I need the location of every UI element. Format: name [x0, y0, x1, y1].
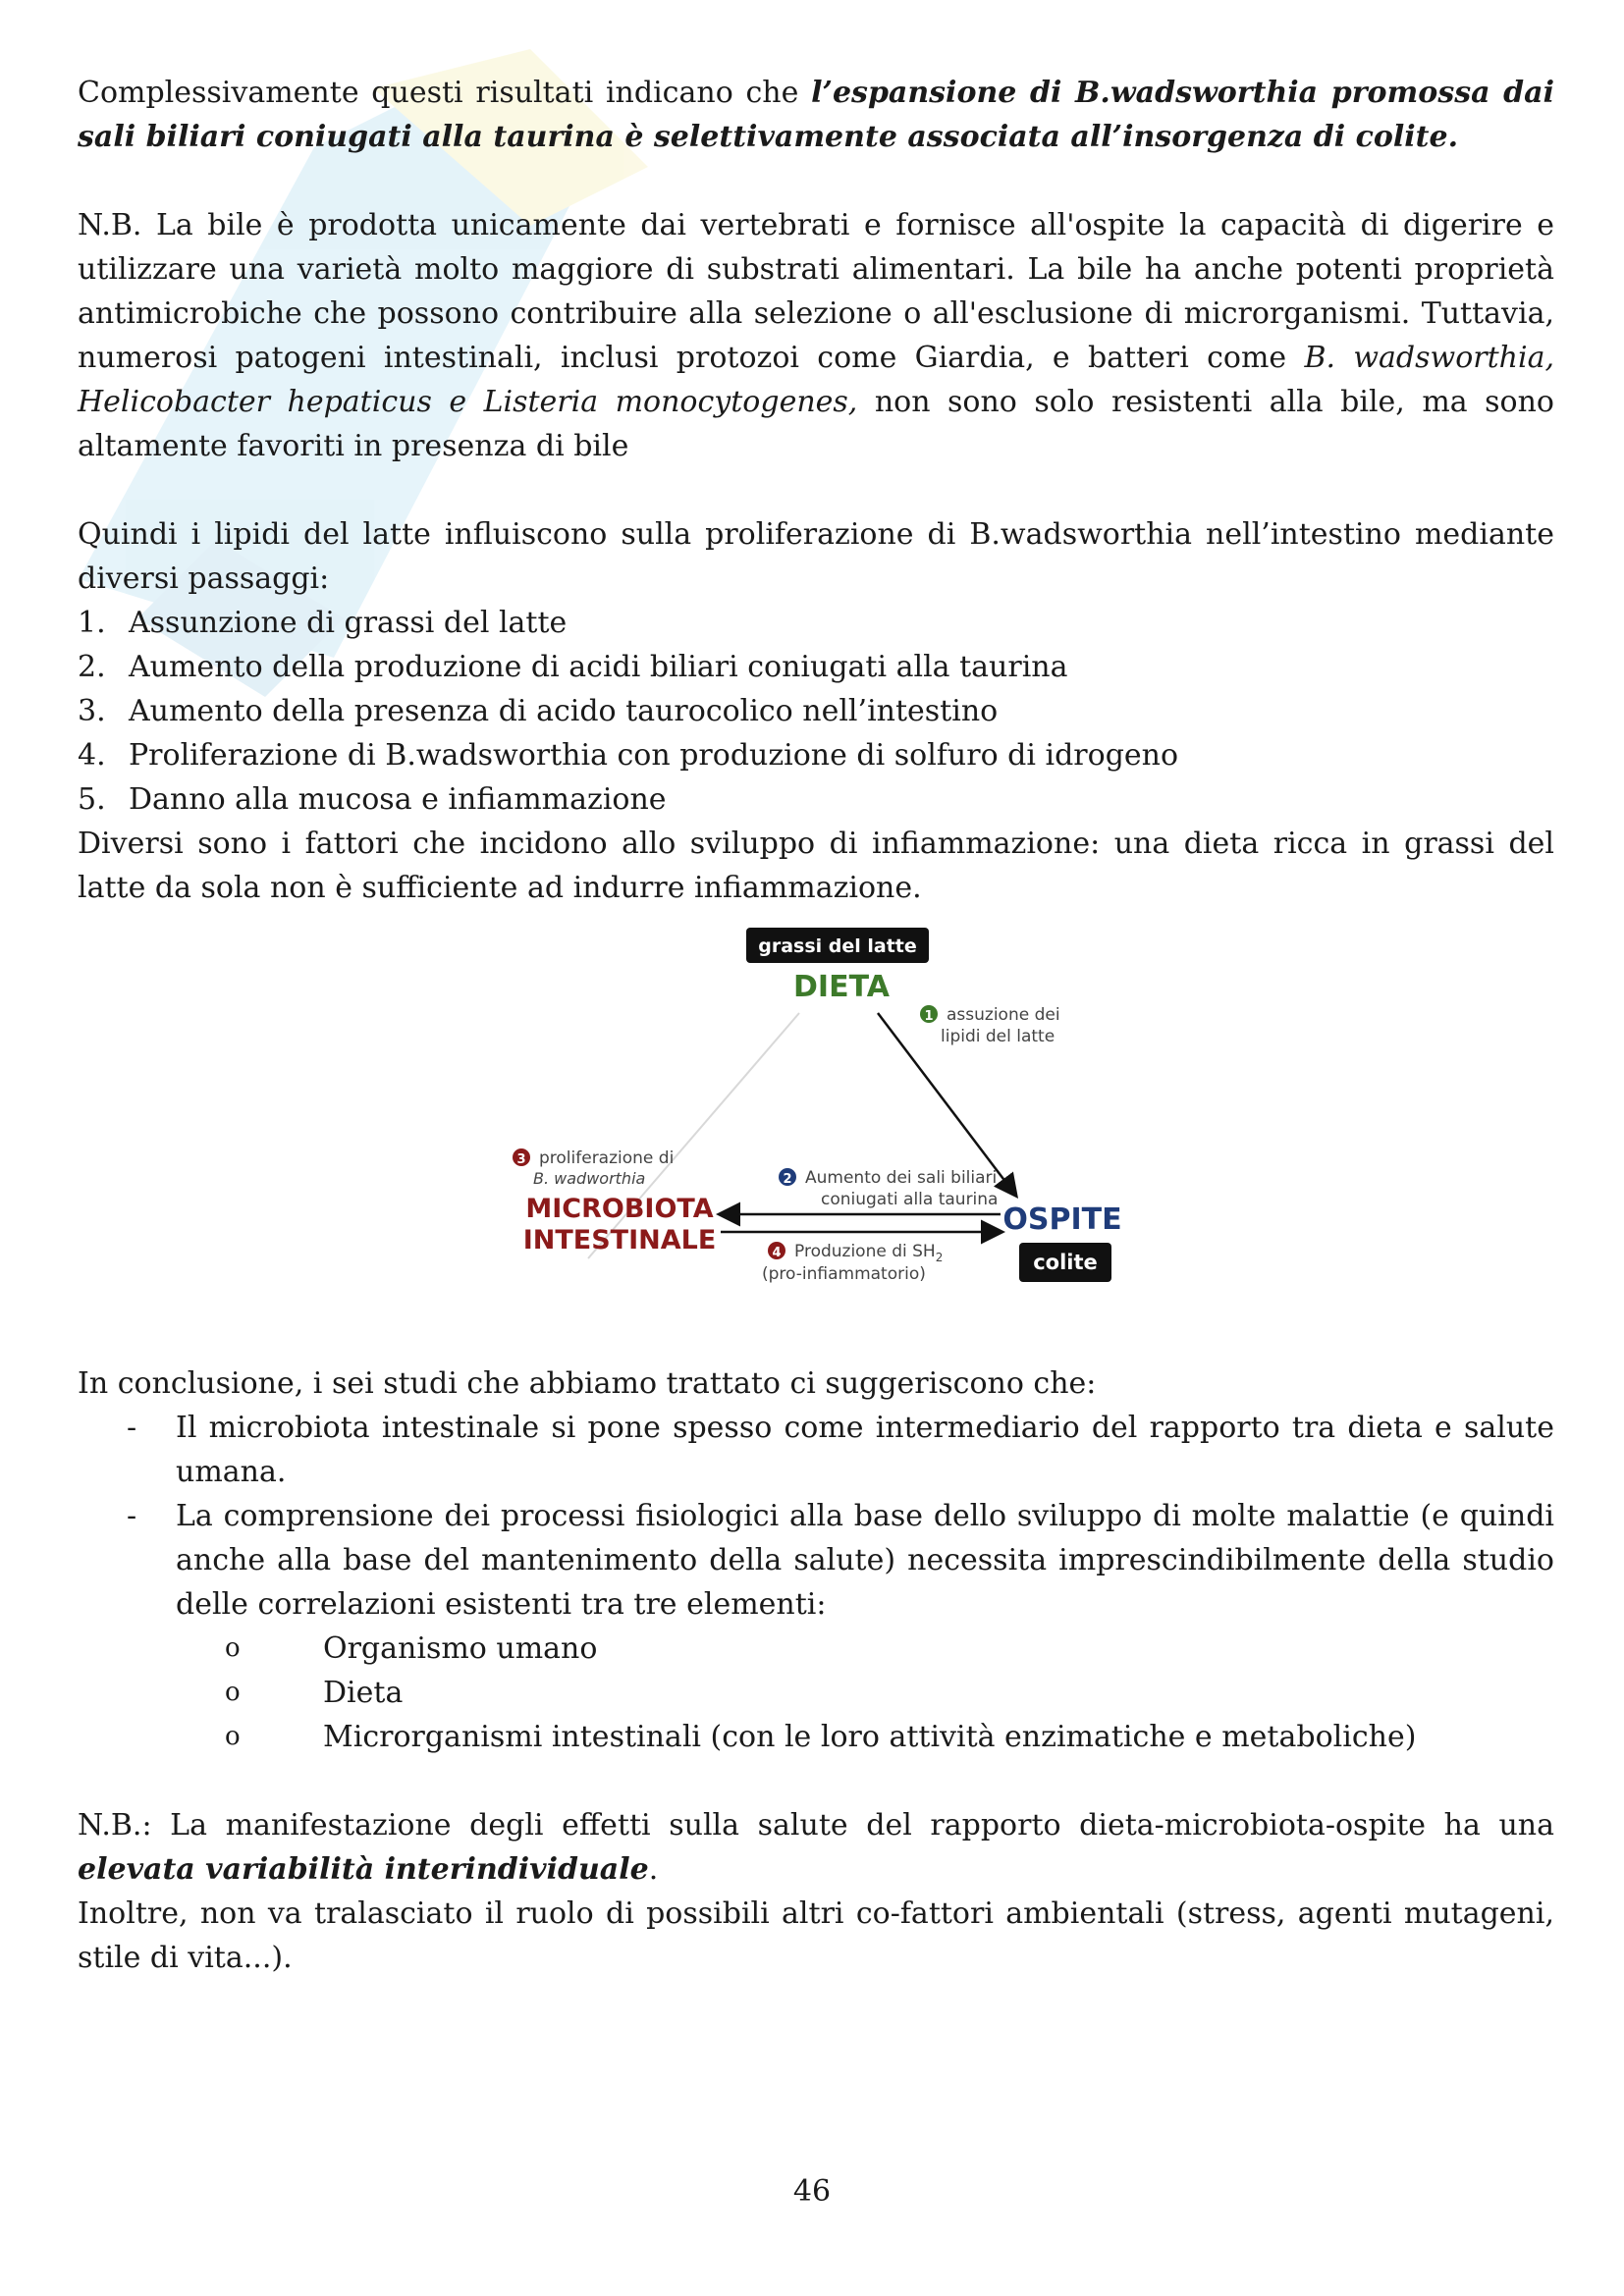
conclusions-list	[78, 1406, 1554, 1627]
list-number: 4.	[78, 738, 106, 773]
text-span: non sono solo resistenti alla bile, ma sono altamente favoriti in presenza di bile	[78, 385, 1554, 463]
list-text: Assunzione di grassi del latte	[129, 606, 568, 640]
list-number: 2.	[78, 650, 106, 684]
list-text: Organismo umano	[323, 1631, 598, 1666]
paragraph-conclusion-result	[78, 71, 1554, 159]
list-text: Proliferazione di B.wadsworthia con produzione di solfuro di idrogeno	[129, 738, 1179, 773]
emphasis-text: elevata variabilità interindividuale	[78, 1852, 649, 1887]
dash-bullet: -	[127, 1411, 137, 1445]
microbiota-label-2: INTESTINALE	[522, 1225, 717, 1255]
step-2-number: 2	[783, 1172, 792, 1187]
circle-bullet: o	[225, 1678, 241, 1707]
list-item	[78, 689, 1554, 733]
step-2-line1: Aumento dei sali biliari	[805, 1168, 998, 1188]
text-span: N.B. La bile è prodotta unicamente dai vertebrati e fornisce all'ospite la capacità di digerire e utilizzare una varietà molto maggiore di substrati alimentari. La bile ha anche potenti proprietà antimicrobiche che possono contribuire alla selezione o all'esclusione di microrganismi. Tuttavia, numerosi patogeni intestinali, inclusi protozoi come Giardia, e batteri come	[78, 208, 1554, 375]
paragraph-cofactors: Inoltre, non va tralasciato il ruolo di possibili altri co-fattori ambientali (stress, agenti mutageni, stile di vita...).	[78, 1896, 1554, 1975]
italic-species: B. wadsworthia, Helicobacter hepaticus e Listeria monocytogenes,	[78, 341, 1554, 419]
list-item	[78, 777, 1554, 822]
list-text: Il microbiota intestinale si pone spesso come intermediario del rapporto tra dieta e salute umana.	[176, 1411, 1554, 1489]
list-item	[78, 1715, 1554, 1759]
step-4-subscript: 2	[935, 1251, 944, 1264]
step-4-line2: (pro-infiammatorio)	[762, 1264, 926, 1284]
list-item	[78, 1406, 1554, 1494]
dieta-tag-text: grassi del latte	[758, 935, 917, 957]
dieta-label: DIETA	[793, 970, 890, 1004]
list-item	[78, 645, 1554, 689]
elements-list	[78, 1627, 1554, 1759]
step-1-number: 1	[924, 1009, 934, 1024]
list-number: 3.	[78, 694, 106, 728]
step-2-line2: coniugati alla taurina	[821, 1190, 999, 1209]
list-number: 5.	[78, 782, 106, 817]
step-3-line1: proliferazione di	[539, 1148, 675, 1168]
text-span: N.B.: La manifestazione degli effetti sulla salute del rapporto dieta-microbiota-ospite ha una	[78, 1808, 1554, 1842]
emphasis-text: l’espansione di B.wadsworthia promossa dai sali biliari coniugati alla taurina è selettivamente associata all’insorgenza di colite.	[78, 76, 1554, 154]
diagram-svg	[78, 910, 1554, 1362]
list-text: Aumento della produzione di acidi biliari coniugati alla taurina	[129, 650, 1068, 684]
step-4-number: 4	[772, 1246, 782, 1260]
step-3-number: 3	[516, 1152, 526, 1167]
paragraph-nb-variability	[78, 1803, 1554, 1892]
text-span: .	[648, 1852, 659, 1887]
list-item	[78, 1627, 1554, 1671]
circle-bullet: o	[225, 1633, 241, 1663]
step-1-line2: lipidi del latte	[941, 1027, 1056, 1046]
step-1-line1: assuzione dei	[947, 1005, 1060, 1025]
list-text: Aumento della presenza di acido taurocolico nell’intestino	[129, 694, 999, 728]
step-4-line1-text: Produzione di SH	[794, 1242, 936, 1261]
list-number: 1.	[78, 606, 106, 640]
list-item	[78, 733, 1554, 777]
paragraph-conclusion-intro: In conclusione, i sei studi che abbiamo trattato ci suggeriscono che:	[78, 1366, 1097, 1401]
colite-text: colite	[1033, 1251, 1098, 1274]
ospite-label: OSPITE	[1002, 1202, 1122, 1237]
page-number: 46	[792, 2174, 832, 2209]
step-3-line2: B. wadworthia	[533, 1169, 646, 1188]
list-text: La comprensione dei processi fisiologici alla base dello sviluppo di molte malattie (e quindi anche alla base del mantenimento della salute) necessita imprescindibilmente della studio delle correlazioni esistenti tra tre elementi:	[176, 1499, 1554, 1622]
paragraph-factors: Diversi sono i fattori che incidono allo sviluppo di infiammazione: una dieta ricca in grassi del latte da sola non è sufficiente ad indurre infiammazione.	[78, 827, 1554, 905]
list-item	[78, 1671, 1554, 1715]
main-content	[78, 71, 1554, 1980]
circle-bullet: o	[225, 1722, 241, 1751]
list-text: Microrganismi intestinali (con le loro attività enzimatiche e metaboliche)	[323, 1720, 1417, 1754]
list-text: Dieta	[323, 1676, 404, 1710]
list-item	[78, 601, 1554, 645]
steps-list	[78, 601, 1554, 822]
diet-microbiota-host-diagram	[78, 910, 1554, 1362]
list-text: Danno alla mucosa e infiammazione	[129, 782, 667, 817]
paragraph-nb-bile	[78, 203, 1554, 468]
paragraph-steps-intro: Quindi i lipidi del latte influiscono sulla proliferazione di B.wadsworthia nell’intestino mediante diversi passaggi:	[78, 517, 1554, 596]
step-4-line1	[794, 1242, 943, 1264]
list-item	[78, 1494, 1554, 1627]
text-span: Complessivamente questi risultati indicano che	[78, 76, 812, 110]
dash-bullet: -	[127, 1499, 137, 1533]
microbiota-label-1: MICROBIOTA	[525, 1194, 714, 1224]
